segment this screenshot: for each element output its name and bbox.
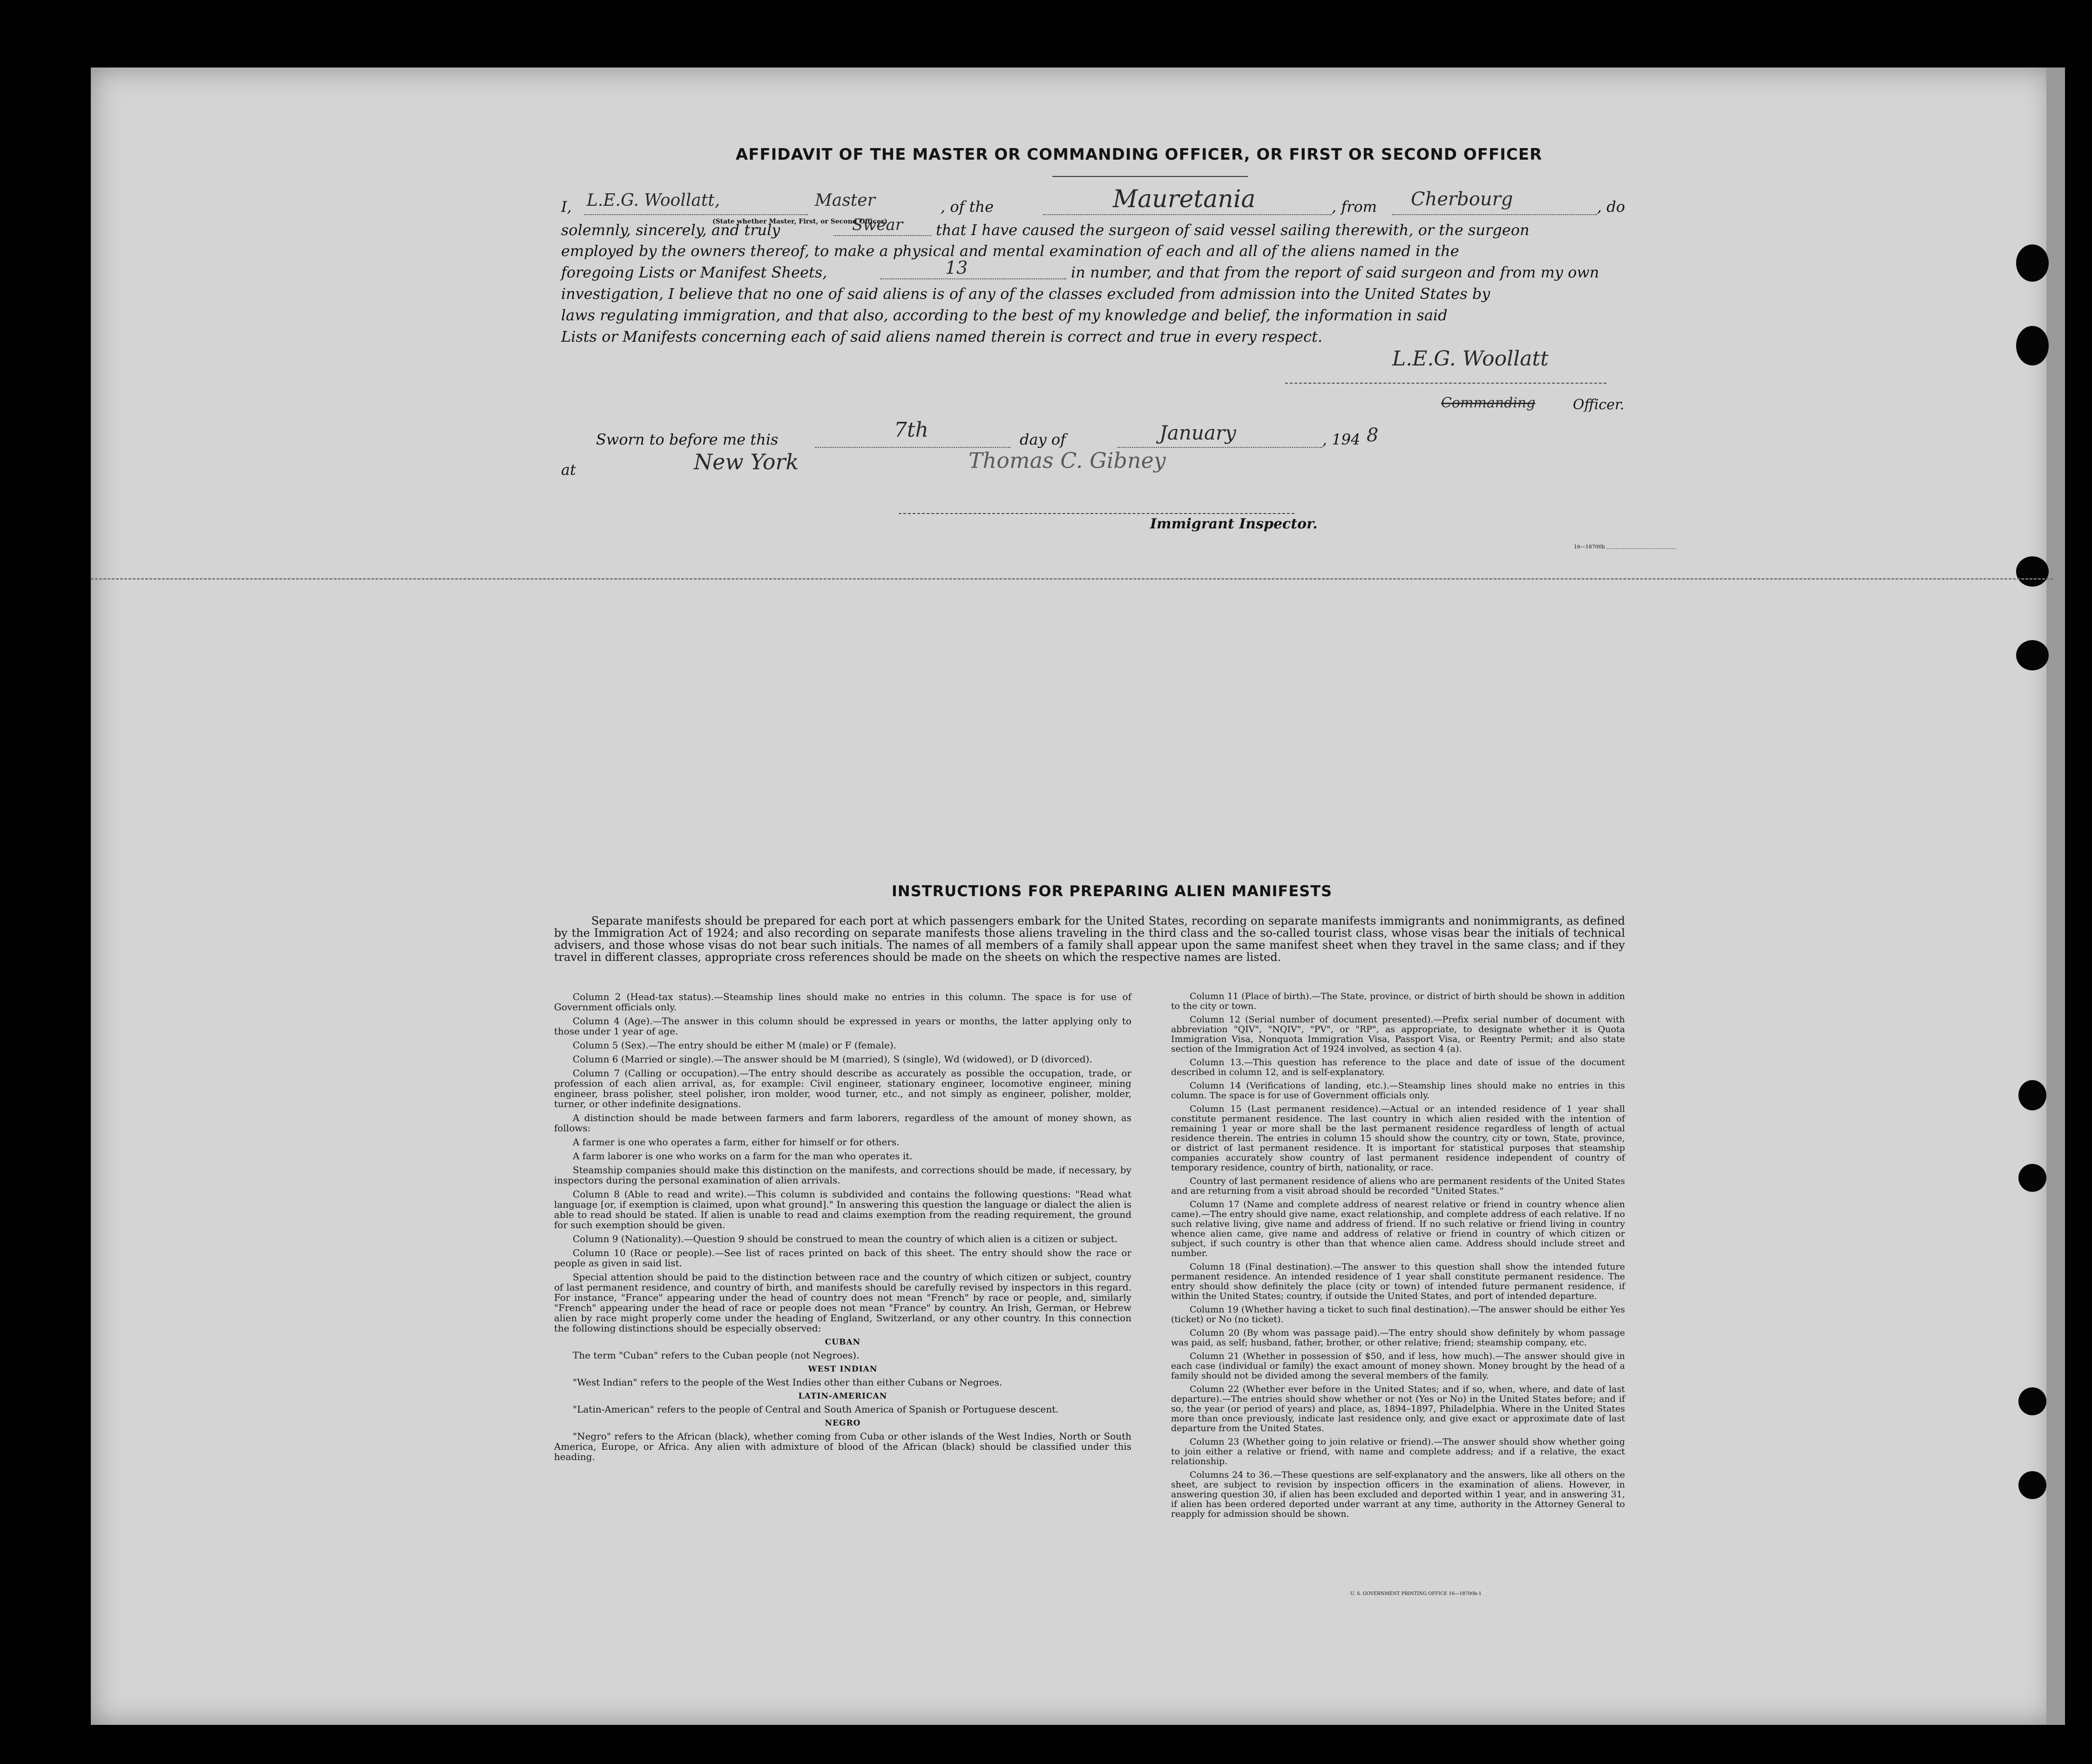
punch-hole [2016,640,2049,670]
port-fill-line [1392,214,1597,215]
west-indian-heading: WEST INDIAN [808,1365,878,1374]
instruction-paragraph: Column 20 (By whom was passage paid).—The entry should show definitely by whom passage was paid, as self; husband, father, brother, or other relative; friend; steamship company, etc. [1171,1328,1625,1348]
instructions-right-column [1171,992,1625,1523]
instruction-paragraph: Column 14 (Verifications of landing, etc.).—Steamship lines should make no entries in this column. The space is for use of Government officials only. [1171,1081,1625,1101]
instruction-paragraph: Steamship companies should make this distinction on the manifests, and corrections should be made, if necessary, by inspectors during the personal examination of alien arrivals. [554,1164,1131,1186]
inspector-signature: Thomas C. Gibney [968,448,1166,473]
instruction-paragraph: Column 11 (Place of birth).—The State, province, or district of birth should be shown in addition to the city or town. [1171,991,1625,1011]
affidavit-line-4b: in number, and that from the report of said surgeon and from my own [1071,264,1599,281]
port-handwritten: Cherbourg [1411,189,1513,210]
instruction-paragraph: Column 5 (Sex).—The entry should be either M (male) or F (female). [573,1040,897,1051]
instruction-paragraph: Column 10 (Race or people).—See list of races printed on back of this sheet. The entry should show the race or people as given in said list. [554,1247,1131,1269]
punch-hole [2018,1080,2046,1110]
rank-handwritten: Master [815,191,875,210]
instruction-paragraph: Column 19 (Whether having a ticket to such final destination).—The answer should be either Yes (ticket) or No (no ticket). [1171,1304,1625,1325]
place-handwritten: New York [694,449,799,474]
affidavit-line-7: Lists or Manifests concerning each of said aliens named therein is correct and true in every respect. [561,328,1323,345]
punch-hole [2018,1164,2046,1192]
inspector-caption: Immigrant Inspector. [1150,516,1318,532]
instruction-paragraph: A distinction should be made between farmers and farm laborers, regardless of the amount of money shown, as follows: [554,1112,1131,1134]
printing-office-imprint: U. S. GOVERNMENT PRINTING OFFICE 16—18700b-1 [1350,1591,1482,1596]
instruction-paragraph: Column 17 (Name and complete address of nearest relative or friend in country whence alien came).—The entry should give name, exact relationship, and complete address of each relative. If no such relative living, give name and address of friend. If no such relative or friend living in country whence alien came, give name and address of relative or friend in country of which citizen or subject, if such country is other than that whence alien came. Address should include street and number. [1171,1199,1625,1258]
sheets-fill-line [880,278,1066,279]
rank-caption: (State whether Master, First, or Second Officer) [712,218,887,225]
instruction-paragraph: Column 23 (Whether going to join relative or friend).—The answer should show whether going to join either a relative or friend, with name and complete address; and if a relative, the exact relationship. [1171,1437,1625,1467]
name-fill-line [584,214,808,215]
year-digit-handwritten: 8 [1367,425,1379,446]
day-of-text: day of [1020,431,1066,448]
vessel-fill-line [1043,214,1332,215]
instruction-paragraph: Country of last permanent residence of aliens who are permanent residents of the United States and are returning from a visit abroad should be recorded "United States." [1171,1176,1625,1196]
form-number-line [1606,548,1676,549]
vessel-name-handwritten: Mauretania [1113,185,1256,213]
affidavit-title: AFFIDAVIT OF THE MASTER OR COMMANDING OFFICER, OR FIRST OR SECOND OFFICER [736,145,1543,164]
instruction-paragraph: Column 12 (Serial number of document presented).—Prefix serial number of document with abbreviation "QIV", "NQIV", "PV", or "RP", as appropriate, to designate whether it is Quota Immigration Visa, Nonquota Immigration Visa, Passport Visa, or Reentry Permit; and also state section of the Immigration Act of 1924 involved, as section 4 (a). [1171,1014,1625,1054]
instruction-paragraph: Column 4 (Age).—The answer in this column should be expressed in years or months, the latter applying only to those under 1 year of age. [554,1015,1131,1037]
officer-signature-line [1285,383,1606,384]
instruction-paragraph: Column 21 (Whether in possession of $50, and if less, how much).—The answer should give in each case (individual or family) the exact amount of money shown. Money brought by the head of a family should not be divided among the several members of the family. [1171,1351,1625,1381]
of-the-text: , of the [941,198,994,216]
affidavit-line-1 [561,198,572,216]
page-edge [2046,68,2065,1725]
swear-handwritten: Swear [852,216,903,234]
officer-signature: L.E.G. Woollatt [1392,347,1549,371]
master-name-handwritten: L.E.G. Woollatt, [587,191,720,210]
month-handwritten: January [1159,421,1236,444]
instruction-paragraph: Columns 24 to 36.—These questions are self-explanatory and the answers, like all others on the sheet, are subject to revision by inspection officers in the examination of aliens. However, in answering question 30, if alien has been excluded and deported within 1 year, and in answering 31, if alien has been ordered deported under warrant at any time, authority in the Attorney General to reapply for admission should be shown. [1171,1470,1625,1519]
instruction-paragraph: Column 7 (Calling or occupation).—The entry should describe as accurately as possible the occupation, trade, or profession of each alien arrival, as, for example: Civil engineer, stationary engineer, locomotive engineer, mining engineer, brass polisher, steel polisher, iron molder, wood turner, etc., and not simply as engineer, polisher, molder, turner, or other indefinite designations. [554,1068,1131,1109]
latin-american-heading: LATIN-AMERICAN [798,1392,887,1401]
instruction-paragraph: Column 13.—This question has reference to the place and date of issue of the document described in column 12, and is self-explanatory. [1171,1057,1625,1077]
affidavit-line-3: employed by the owners thereof, to make a physical and mental examination of each and all of the aliens named in the [561,242,1459,260]
commanding-struck: Commanding [1441,395,1536,411]
instructions-left-column [554,992,1131,1466]
affidavit-line-2b: that I have caused the surgeon of said vessel sailing therewith, or the surgeon [936,221,1530,239]
instructions-title: INSTRUCTIONS FOR PREPARING ALIEN MANIFESTS [892,882,1333,900]
punch-hole [2016,326,2049,365]
cuban-heading: CUBAN [825,1338,861,1347]
instruction-paragraph: Column 18 (Final destination).—The answer to this question shall show the intended future permanent residence. An intended residence of 1 year shall constitute permanent residence. The entry should show definitely the place (city or town) of intended future permanent residence, if within the United States; country, if outside the United States, and port of intended departure. [1171,1262,1625,1301]
sworn-text: Sworn to before me this [596,431,779,448]
instruction-paragraph: A farm laborer is one who works on a farm for the man who operates it. [573,1150,913,1162]
affidavit-line-4: foregoing Lists or Manifest Sheets, [561,264,827,281]
instructions-intro: Separate manifests should be prepared for each port at which passengers embark for the United States, recording on separate manifests immigrants and nonimmigrants, as defined by the Immigration Act of 1924; and also recording on separate manifests those aliens traveling in the third class and the so-called tourist class, whose visas bear the initials of technical advisers, and those whose visas do not bear such initials. The names of all members of a family shall appear upon the same manifest sheet when they travel in the same class; and if they travel in different classes, appropriate cross references should be made on the sheets on which the respective names are listed. [554,914,1625,964]
cuban-text: The term "Cuban" refers to the Cuban people (not Negroes). [573,1350,860,1361]
instruction-paragraph: Column 22 (Whether ever before in the United States; and if so, when, where, and date of last departure).—The entries should show whether or not (Yes or No) in the United States before; and if so, the year (or period of years) and place, as, 1894–1897, Philadelphia. Where in the United States more than once previously, indicate last residence only, and give exact or approximate date of last departure from the United States. [1171,1384,1625,1433]
west-indian-text: "West Indian" refers to the people of the West Indies other than either Cubans or Negroes. [573,1377,1002,1388]
negro-text: "Negro" refers to the African (black), whether coming from Cuba or other islands of the West Indies, North or South America, Europe, or Africa. Any alien with admixture of blood of the African (black) should be classified under this heading. [554,1431,1131,1462]
instruction-paragraph: Column 6 (Married or single).—The answer should be M (married), S (single), Wd (widowed), or D (divorced). [573,1054,1092,1065]
do-text: , do [1597,198,1625,216]
negro-heading: NEGRO [825,1419,861,1428]
sheet-count-handwritten: 13 [945,257,968,278]
inspector-signature-line [899,513,1294,514]
affidavit-line-2 [561,221,780,239]
instruction-paragraph: Column 2 (Head-tax status).—Steamship lines should make no entries in this column. The space is for use of Government officials only. [554,991,1131,1013]
instruction-paragraph: Column 9 (Nationality).—Question 9 should be construed to mean the country of which alien is a citizen or subject. [573,1233,1118,1244]
instruction-paragraph: Column 8 (Able to read and write).—This column is subdivided and contains the following questions: "Read what language [or, if exemption is claimed, upon what ground]." In answering this question the language or dialect the alien is able to read should be stated. If alien is unable to read and claims exemption from the reading requirement, the ground for such exemption should be given. [554,1189,1131,1230]
from-text: , from [1332,198,1377,216]
day-handwritten: 7th [894,418,929,442]
text-solemnly: solemnly, sincerely, and truly [561,221,780,239]
year-prefix: , 194 [1322,431,1361,448]
officer-word: Officer. [1573,397,1625,413]
latin-american-text: "Latin-American" refers to the people of Central and South America of Spanish or Portuguese descent. [573,1404,1059,1415]
vessel-overline [1052,176,1248,177]
text-i: I, [561,198,572,216]
instruction-paragraph: A farmer is one who operates a farm, either for himself or for others. [573,1136,900,1148]
swear-fill-line [833,235,931,236]
instruction-paragraph: Special attention should be paid to the distinction between race and the country of which citizen or subject, country of last permanent residence, and country of birth, and manifests should be carefully revised by inspectors in this regard. For instance, "France" appearing under the head of country does not mean "French" by race or people, and, similarly "French" appearing under the head of race or people does not mean "France" by country. An Irish, German, or Hebrew alien by race might properly come under the heading of England, Switzerland, or any other country. In this connection the following distinctions should be especially observed: [554,1271,1131,1334]
at-text: at [561,461,576,479]
punch-hole [2018,1471,2046,1499]
affidavit-line-5: investigation, I believe that no one of said aliens is of any of the classes excluded from admission into the United States by [561,285,1490,303]
punch-hole [2016,556,2049,587]
form-number: 16—18700b [1574,544,1605,550]
affidavit-line-6: laws regulating immigration, and that also, according to the best of my knowledge and belief, the information in said [561,306,1448,324]
punch-hole [2016,244,2049,282]
perforation-line [91,578,2053,580]
instruction-paragraph: Column 15 (Last permanent residence).—Actual or an intended residence of 1 year shall constitute permanent residence. The last country in which alien resided with the intention of remaining 1 year or more shall be the last permanent residence regardless of length of actual residence therein. The entries in column 15 should show the country, city or town, State, province, or district of last permanent residence. It is important for statistical purposes that steamship companies accurately show country of last permanent residence independent of country of temporary residence, country of birth, nationality, or race. [1171,1104,1625,1173]
punch-hole [2018,1387,2046,1415]
